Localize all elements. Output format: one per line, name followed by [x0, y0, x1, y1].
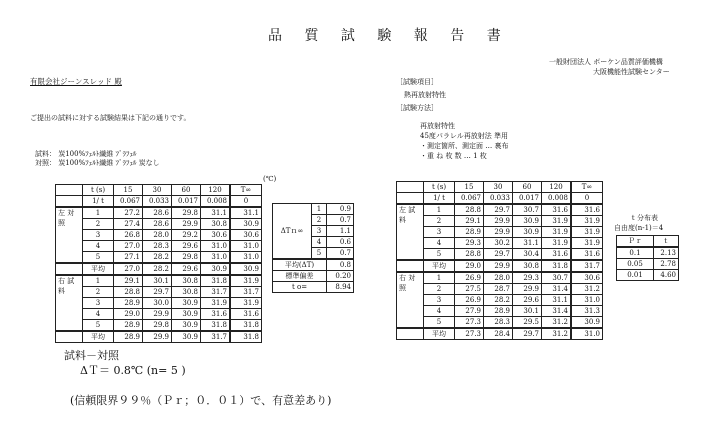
test-item-label: ［試験項目］ [396, 78, 438, 86]
avg-cell: 31.8 [230, 331, 262, 343]
delta-value: 0.6 [327, 237, 354, 248]
inv-t-header: 1/ t [424, 193, 455, 205]
avg-label: 平均 [83, 263, 114, 275]
data-cell: 29.6 [513, 295, 542, 306]
data-cell: 30.9 [513, 227, 542, 238]
col-header: 60 [513, 182, 542, 193]
col-header: 15 [455, 182, 484, 193]
table-row [397, 227, 603, 238]
avg-cell: 27.3 [455, 328, 484, 340]
client-name: 有限会社ジーンスレッド 殿 [30, 77, 122, 86]
avg-cell: 29.6 [172, 263, 201, 275]
inv-value: 0.017 [172, 196, 201, 208]
delta-index: 4 [312, 237, 327, 248]
table-row [56, 275, 262, 287]
data-cell: 29.1 [455, 216, 484, 227]
delta-value: 1.1 [327, 226, 354, 237]
t-header: t (s) [424, 182, 455, 193]
data-cell: 29.6 [172, 241, 201, 252]
data-cell: 30.9 [571, 317, 603, 329]
row-index: 4 [83, 309, 114, 320]
table-row [397, 317, 603, 329]
table-row [56, 219, 262, 230]
data-cell: 30.7 [513, 204, 542, 216]
method-line: 再放射特性 [420, 122, 455, 130]
tdist-table [616, 235, 679, 281]
data-cell: 28.9 [455, 227, 484, 238]
table-row [397, 306, 603, 317]
table-row [397, 272, 603, 284]
data-cell: 30.9 [172, 298, 201, 309]
data-cell: 30.2 [484, 238, 513, 249]
avg-label: 平均 [83, 331, 114, 343]
row-index: 5 [83, 320, 114, 332]
data-cell: 31.9 [571, 227, 603, 238]
data-cell: 28.7 [484, 284, 513, 295]
group-label: 左 試料 [397, 204, 424, 260]
col-header: T∞ [571, 182, 603, 193]
sample-desc: 試料： 炭100%ﾌｪﾙﾄ繊維 ﾌﾞﾗﾌｪﾙ [35, 150, 137, 158]
delta-label: ΔTｎ∞ [273, 204, 312, 260]
data-cell: 31.9 [542, 216, 572, 227]
avg-cell: 29.9 [143, 331, 172, 343]
data-cell: 31.0 [201, 252, 231, 264]
data-cell: 29.9 [143, 309, 172, 320]
data-cell: 28.9 [484, 306, 513, 317]
data-cell: 29.3 [455, 238, 484, 249]
data-cell: 28.8 [114, 287, 143, 298]
tdist-t: 2.78 [654, 259, 679, 270]
data-cell: 31.8 [201, 275, 231, 287]
inv-value: 0.008 [542, 193, 572, 205]
tdist-dof: 自由度(n-1)＝4 [614, 224, 664, 232]
data-cell: 29.7 [484, 204, 513, 216]
row-index: 3 [83, 298, 114, 309]
data-cell: 31.0 [571, 295, 603, 306]
data-cell: 29.2 [172, 230, 201, 241]
table-row [397, 216, 603, 227]
average-row [397, 328, 603, 340]
data-cell: 28.0 [143, 230, 172, 241]
inv-value: 0.033 [484, 193, 513, 205]
delta-index: 5 [312, 248, 327, 260]
table-row [397, 204, 603, 216]
data-cell: 31.6 [201, 309, 231, 320]
blank-cell [56, 331, 83, 343]
data-cell: 29.9 [172, 219, 201, 230]
col-header: 30 [484, 182, 513, 193]
data-cell: 31.6 [542, 249, 572, 261]
data-cell: 26.9 [455, 295, 484, 306]
delta-index: 3 [312, 226, 327, 237]
data-cell: 30.8 [172, 275, 201, 287]
data-cell: 28.9 [114, 298, 143, 309]
method-line: 45度パラレル再放射法 準用 [420, 132, 508, 140]
data-cell: 30.9 [513, 216, 542, 227]
page-title: 品 質 試 験 報 告 書 [268, 28, 510, 44]
issuer-center: 大阪機能性試験センター [593, 68, 670, 76]
col-header: T∞ [230, 185, 262, 196]
avg-cell: 27.0 [114, 263, 143, 275]
avg-cell: 30.9 [230, 263, 262, 275]
group-label: 右 試料 [56, 275, 83, 331]
col-header: 120 [201, 185, 231, 196]
data-cell: 30.8 [172, 287, 201, 298]
inv-t-header: 1/ t [83, 196, 114, 208]
data-cell: 28.6 [143, 219, 172, 230]
average-row [56, 331, 262, 343]
table-row [56, 207, 262, 219]
data-cell: 31.6 [571, 249, 603, 261]
data-cell: 31.9 [201, 298, 231, 309]
data-cell: 27.2 [114, 207, 143, 219]
data-cell: 29.9 [484, 216, 513, 227]
table-row [56, 320, 262, 332]
row-index: 1 [424, 272, 455, 284]
data-cell: 31.7 [230, 287, 262, 298]
avg-cell: 31.7 [571, 260, 603, 272]
data-cell: 31.0 [201, 241, 231, 252]
t-header: t (s) [83, 185, 114, 196]
avg-cell: 28.4 [484, 328, 513, 340]
table-row [56, 287, 262, 298]
data-cell: 31.8 [230, 320, 262, 332]
result-delta: ΔＴ＝ 0.8℃ (n= 5 ) [80, 364, 186, 377]
table-row [397, 284, 603, 295]
inv-value: 0.067 [455, 193, 484, 205]
avg-cell: 30.8 [513, 260, 542, 272]
data-cell: 28.8 [455, 249, 484, 261]
method-line: ・測定箇所、測定面 … 裏布 [420, 142, 509, 150]
table-row [397, 249, 603, 261]
avg-label: 平均 [424, 328, 455, 340]
avg-cell: 28.2 [143, 263, 172, 275]
data-cell: 29.7 [143, 287, 172, 298]
avg-cell: 31.0 [571, 328, 603, 340]
group-label: 右 対照 [397, 272, 424, 328]
data-cell: 28.0 [484, 272, 513, 284]
data-cell: 30.6 [230, 230, 262, 241]
data-cell: 26.9 [455, 272, 484, 284]
t0-value: 8.94 [327, 282, 354, 293]
row-index: 1 [83, 275, 114, 287]
row-index: 3 [424, 227, 455, 238]
data-cell: 28.2 [484, 295, 513, 306]
avg-cell: 29.7 [513, 328, 542, 340]
data-cell: 30.8 [201, 219, 231, 230]
row-index: 5 [424, 249, 455, 261]
inv-value: 0.067 [114, 196, 143, 208]
avg-cell: 30.9 [172, 331, 201, 343]
data-cell: 31.1 [201, 207, 231, 219]
data-cell: 30.9 [230, 219, 262, 230]
avg-cell: 28.9 [114, 331, 143, 343]
right-data-table [396, 181, 603, 340]
tdist-header: Ｐｒ [617, 236, 654, 248]
table-row [56, 298, 262, 309]
data-cell: 31.2 [571, 284, 603, 295]
avg-label: 平均(ΔT) [273, 259, 327, 271]
avg-cell: 30.9 [201, 263, 231, 275]
inv-value: 0 [230, 196, 262, 208]
data-cell: 31.0 [230, 252, 262, 264]
table-row [397, 238, 603, 249]
data-cell: 28.9 [114, 320, 143, 332]
data-cell: 31.4 [542, 284, 572, 295]
data-cell: 31.9 [542, 238, 572, 249]
delta-table [272, 203, 354, 293]
data-cell: 28.6 [143, 207, 172, 219]
blank-cell [56, 263, 83, 275]
sd-label: 標準偏差 [273, 271, 327, 282]
table-row [56, 252, 262, 264]
tdist-pr: 0.01 [617, 270, 654, 281]
data-cell: 31.7 [201, 287, 231, 298]
table-row [56, 309, 262, 320]
row-index: 2 [424, 284, 455, 295]
row-index: 2 [83, 287, 114, 298]
avg-cell: 31.7 [201, 331, 231, 343]
table-row [56, 230, 262, 241]
result-conclusion: (信頼限界９９％（Ｐｒ；０．０１）で、有意差あり) [70, 394, 332, 407]
avg-cell: 31.8 [542, 260, 572, 272]
row-index: 3 [83, 230, 114, 241]
sd-value: 0.20 [327, 271, 354, 282]
table-row [397, 295, 603, 306]
data-cell: 31.3 [571, 306, 603, 317]
avg-value: 0.8 [327, 259, 354, 271]
data-cell: 31.9 [230, 298, 262, 309]
data-cell: 31.6 [230, 309, 262, 320]
avg-label: 平均 [424, 260, 455, 272]
data-cell: 31.9 [571, 238, 603, 249]
data-cell: 29.7 [484, 249, 513, 261]
delta-value: 0.9 [327, 204, 354, 215]
data-cell: 27.1 [114, 252, 143, 264]
row-index: 4 [424, 238, 455, 249]
col-header: 60 [172, 185, 201, 196]
tdist-t: 4.60 [654, 270, 679, 281]
average-row [56, 263, 262, 275]
delta-index: 2 [312, 215, 327, 226]
method-line: ・重 ね 枚 数 … 1 枚 [420, 152, 487, 160]
tdist-pr: 0.05 [617, 259, 654, 270]
data-cell: 31.1 [513, 238, 542, 249]
row-index: 5 [424, 317, 455, 329]
row-index: 4 [83, 241, 114, 252]
data-cell: 30.9 [172, 320, 201, 332]
row-index: 2 [424, 216, 455, 227]
row-index: 2 [83, 219, 114, 230]
test-item: 熱再放射特性 [404, 91, 446, 99]
data-cell: 29.9 [513, 284, 542, 295]
avg-cell: 29.9 [484, 260, 513, 272]
unit-label: (℃) [263, 175, 277, 183]
table-row [56, 241, 262, 252]
data-cell: 30.6 [571, 272, 603, 284]
data-cell: 27.9 [455, 306, 484, 317]
blank-cell [397, 260, 424, 272]
tdist-pr: 0.1 [617, 247, 654, 259]
data-cell: 30.9 [172, 309, 201, 320]
control-desc: 対照： 炭100%ﾌｪﾙﾄ繊維 ﾌﾞﾗﾌｪﾙ 炭なし [35, 159, 160, 167]
data-cell: 27.4 [114, 219, 143, 230]
data-cell: 31.0 [230, 241, 262, 252]
tdist-title: ｔ分布表 [630, 214, 658, 222]
data-cell: 27.3 [455, 317, 484, 329]
data-cell: 31.9 [230, 275, 262, 287]
tdist-t: 2.13 [654, 247, 679, 259]
data-cell: 27.5 [455, 284, 484, 295]
inv-value: 0.033 [143, 196, 172, 208]
data-cell: 29.3 [513, 272, 542, 284]
data-cell: 30.6 [201, 230, 231, 241]
delta-value: 0.7 [327, 215, 354, 226]
data-cell: 31.9 [542, 227, 572, 238]
intro-text: ご提出の試料に対する試験結果は下記の通りです。 [30, 114, 191, 122]
data-cell: 30.0 [143, 298, 172, 309]
data-cell: 31.1 [230, 207, 262, 219]
delta-value: 0.7 [327, 248, 354, 260]
test-method-label: ［試験方法］ [396, 104, 438, 112]
average-row [397, 260, 603, 272]
data-cell: 28.3 [484, 317, 513, 329]
data-cell: 29.0 [114, 309, 143, 320]
result-label: 試料－対照 [64, 349, 119, 362]
data-cell: 31.4 [542, 306, 572, 317]
data-cell: 29.5 [513, 317, 542, 329]
avg-cell: 29.0 [455, 260, 484, 272]
left-data-table [55, 184, 262, 343]
inv-value: 0 [571, 193, 603, 205]
data-cell: 30.1 [513, 306, 542, 317]
data-cell: 29.8 [172, 207, 201, 219]
data-cell: 30.7 [542, 272, 572, 284]
data-cell: 30.4 [513, 249, 542, 261]
inv-value: 0.008 [201, 196, 231, 208]
data-cell: 28.2 [143, 252, 172, 264]
col-header: 30 [143, 185, 172, 196]
data-cell: 31.8 [201, 320, 231, 332]
data-cell: 28.8 [455, 204, 484, 216]
avg-cell: 31.2 [542, 328, 572, 340]
blank-cell [397, 328, 424, 340]
data-cell: 29.9 [484, 227, 513, 238]
t0-label: t o= [273, 282, 327, 293]
col-header: 120 [542, 182, 572, 193]
data-cell: 29.8 [172, 252, 201, 264]
data-cell: 31.2 [542, 317, 572, 329]
tdist-header: ｔ [654, 236, 679, 248]
data-cell: 31.6 [571, 204, 603, 216]
delta-index: 1 [312, 204, 327, 215]
row-index: 1 [424, 204, 455, 216]
data-cell: 31.1 [542, 295, 572, 306]
col-header: 15 [114, 185, 143, 196]
data-cell: 31.9 [571, 216, 603, 227]
row-index: 4 [424, 306, 455, 317]
data-cell: 27.0 [114, 241, 143, 252]
row-index: 3 [424, 295, 455, 306]
data-cell: 26.8 [114, 230, 143, 241]
data-cell: 30.1 [143, 275, 172, 287]
inv-value: 0.017 [513, 193, 542, 205]
data-cell: 31.6 [542, 204, 572, 216]
row-index: 1 [83, 207, 114, 219]
group-label: 左 対照 [56, 207, 83, 263]
issuer-org: 一般財団法人 ボーケン品質評価機構 [549, 58, 663, 66]
data-cell: 29.8 [143, 320, 172, 332]
data-cell: 28.3 [143, 241, 172, 252]
data-cell: 29.1 [114, 275, 143, 287]
row-index: 5 [83, 252, 114, 264]
